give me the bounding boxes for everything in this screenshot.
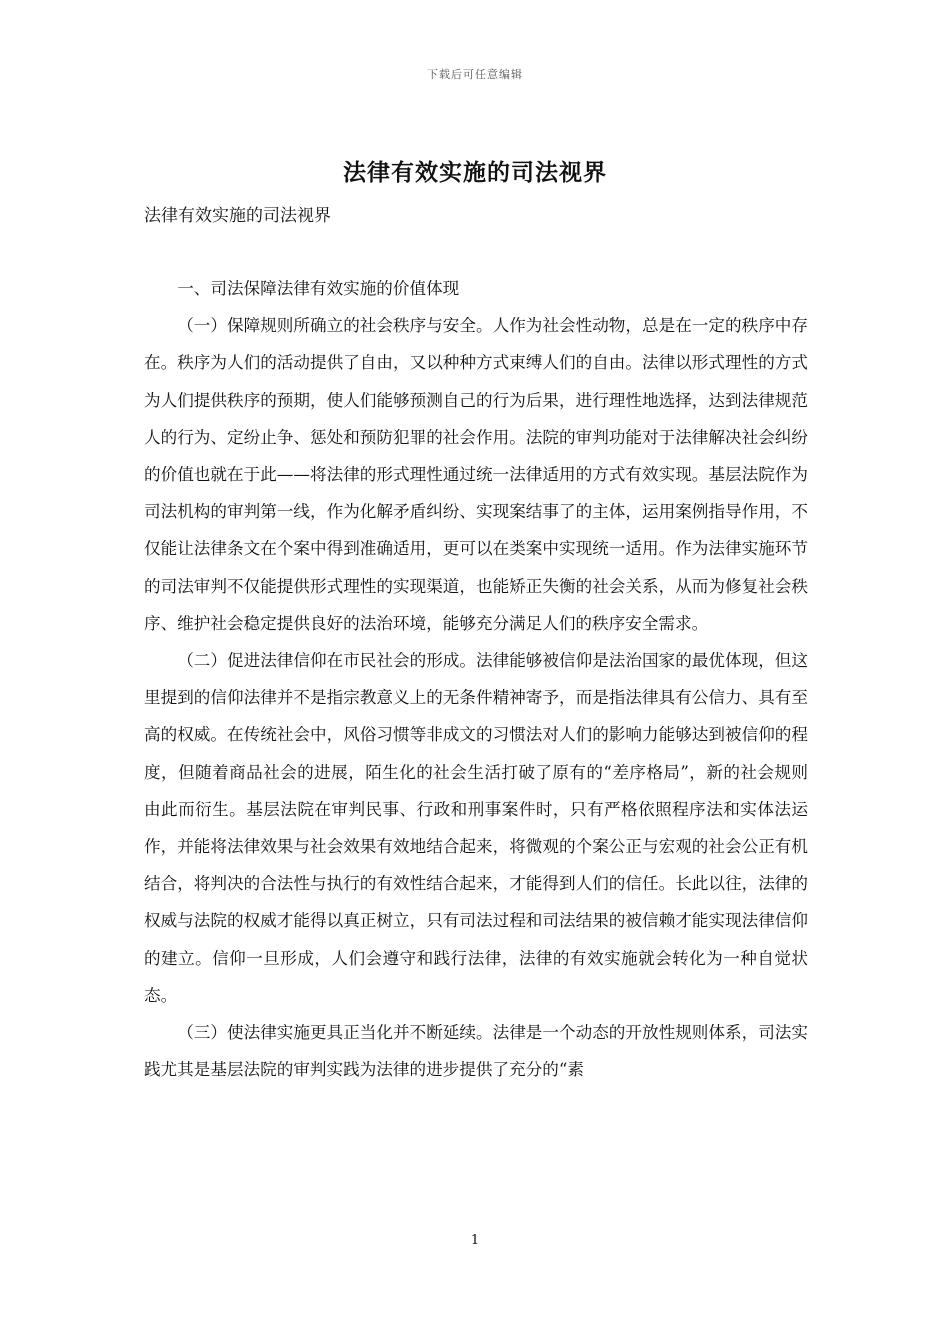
paragraph-1: （一）保障规则所确立的社会秩序与安全。人作为社会性动物，总是在一定的秩序中存在。秩序为人们的活动提供了自由，又以种种方式束缚人们的自由。法律以形式理性的方式为人们提供秩序的预期，使人们能够预测自己的行为后果，进行理性地选择，达到法律规范人的行为、定纷止争、惩处和预防犯罪的社会作用。法院的审判功能对于法律解决社会纠纷的价值也就在于此——将法律的形式理性通过统一法律适用的方式有效实现。基层法院作为司法机构的审判第一线，作为化解矛盾纠纷、实现案结事了的主体，运用案例指导作用，不仅能让法律条文在个案中得到准确适用，更可以在类案中实现统一适用。作为法律实施环节的司法审判不仅能提供形式理性的实现渠道，也能矫正失衡的社会关系，从而为修复社会秩序、维护社会稳定提供良好的法治环境，能够充分满足人们的秩序安全需求。 — [144, 316, 808, 633]
paragraph-2: （二）促进法律信仰在市民社会的形成。法律能够被信仰是法治国家的最优体现，但这里提到的信仰法律并不是指宗教意义上的无条件精神寄予，而是指法律具有公信力、具有至高的权威。在传统社会中，风俗习惯等非成文的习惯法对人们的影响力能够达到被信仰的程度，但随着商品社会的进展，陌生化的社会生活打破了原有的“差序格局”，新的社会规则由此而衍生。基层法院在审判民事、行政和刑事案件时，只有严格依照程序法和实体法运作，并能将法律效果与社会效果有效地结合起来，将微观的个案公正与宏观的社会公正有机结合，将判决的合法性与执行的有效性结合起来，才能得到人们的信任。长此以往，法律的权威与法院的权威才能得以真正树立，只有司法过程和司法结果的被信赖才能实现法律信仰的建立。信仰一旦形成，人们会遵守和践行法律，法律的有效实施就会转化为一种自觉状态。 — [144, 651, 808, 1005]
paragraph-3: （三）使法律实施更具正当化并不断延续。法律是一个动态的开放性规则体系，司法实践尤其是基层法院的审判实践为法律的进步提供了充分的“素 — [144, 1023, 808, 1080]
section-heading: 一、司法保障法律有效实施的价值体现 — [177, 279, 460, 298]
page-number: 1 — [470, 1233, 480, 1248]
document-body — [144, 270, 808, 1088]
document-subtitle: 法律有效实施的司法视界 — [144, 206, 331, 226]
document-title: 法律有效实施的司法视界 — [343, 159, 607, 186]
header-note: 下载后可任意编辑 — [427, 68, 523, 81]
